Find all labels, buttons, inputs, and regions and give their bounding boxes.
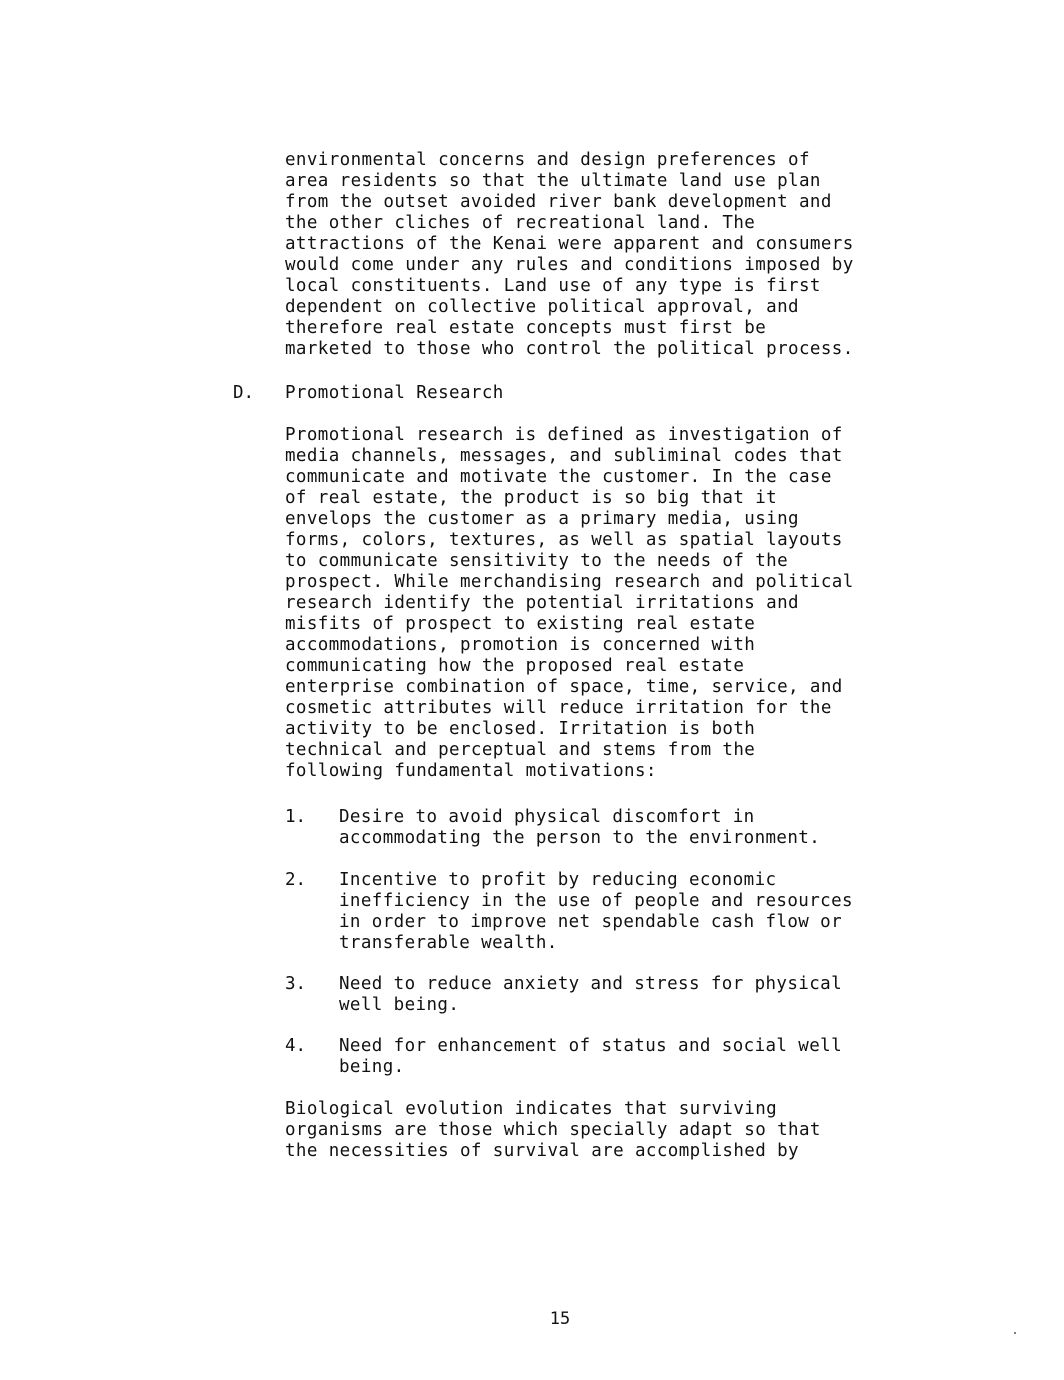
list-item-text: Desire to avoid physical discomfort in accommodating the person to the environment.	[339, 807, 821, 848]
list-item-text: Incentive to profit by reducing economic inefficiency in the use of people and resources in order to improve net spendable cash flow or transferable wealth.	[339, 870, 853, 953]
list-item-number: 1.	[285, 807, 307, 827]
list-item-number: 3.	[285, 974, 307, 994]
scan-speck	[1014, 1332, 1016, 1334]
section-heading: Promotional Research	[285, 383, 504, 403]
list-item-number: 4.	[285, 1036, 307, 1056]
section-letter: D.	[233, 383, 255, 403]
list-item-text: Need for enhancement of status and social well being.	[339, 1036, 843, 1077]
promotional-research-paragraph: Promotional research is defined as investigation of media channels, messages, and subliminal codes that communicate and motivate the customer. In the case of real estate, the product is so big that it envelops the customer as a primary media, using forms, colors, textures, as well as spatial layouts to communicate sensitivity to the needs of the prospect. While merchandising research and political research identify the potential irritations and misfits of prospect to existing real estate accommodations, promotion is concerned with communicating how the proposed real estate enterprise combination of space, time, service, and cosmetic attributes will reduce irritation for the activity to be enclosed. Irritation is both technical and perceptual and stems from the following fundamental motivations:	[285, 425, 854, 781]
list-item-text: Need to reduce anxiety and stress for physical well being.	[339, 974, 843, 1015]
intro-paragraph: environmental concerns and design preferences of area residents so that the ultimate land use plan from the outset avoided river bank development and the other cliches of recreational land. The attractions of the Kenai were apparent and consumers would come under any rules and conditions imposed by local constituents. Land use of any type is first dependent on collective political approval, and therefore real estate concepts must first be marketed to those who control the political process.	[285, 150, 854, 359]
list-item-number: 2.	[285, 870, 307, 890]
closing-paragraph: Biological evolution indicates that surviving organisms are those which specially adapt so that the necessities of survival are accomplished by	[285, 1099, 821, 1161]
page-number: 15	[549, 1309, 571, 1329]
